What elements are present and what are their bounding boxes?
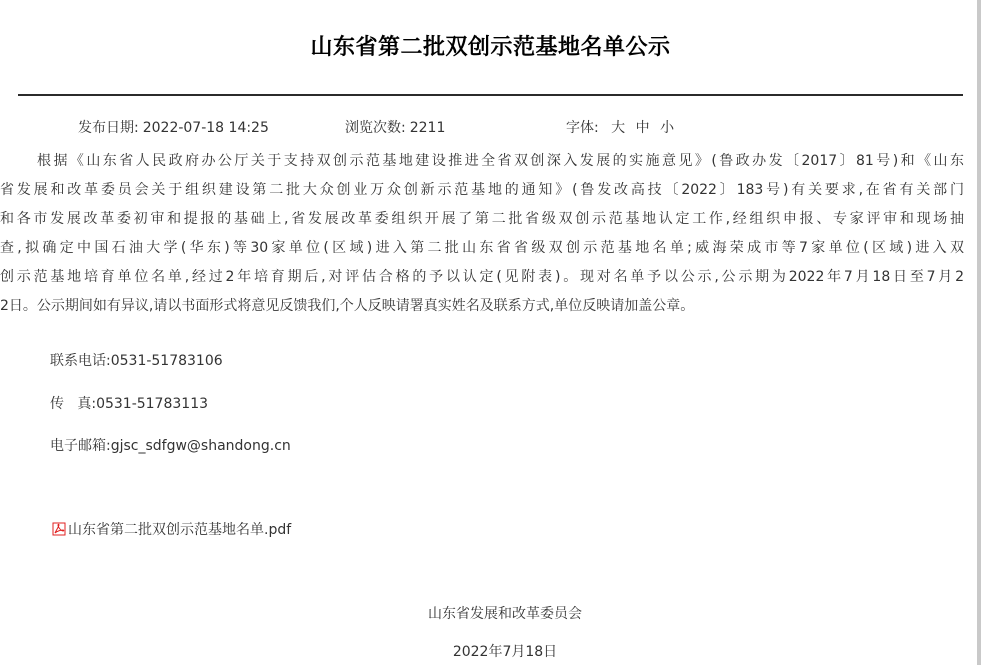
publish-date-info xyxy=(78,117,269,137)
signature-org: 山东省发展和改革委员会 xyxy=(428,606,582,622)
body-line: 根据《山东省人民政府办公厅关于支持双创示范基地建设推进全省双创深入发展的实施意见》(鲁政办发〔2017〕81号)和《山东 xyxy=(37,153,964,169)
font-size-large-link[interactable]: 大 xyxy=(611,120,626,136)
font-size-small-link[interactable]: 小 xyxy=(660,120,675,136)
pdf-icon xyxy=(52,522,66,536)
font-size-medium-link[interactable]: 中 xyxy=(635,120,650,136)
page-right-border xyxy=(977,0,981,665)
body-line: 查,拟确定中国石油大学(华东)等30家单位(区域)进入第二批山东省省级双创示范基地名单;威海荣成市等7家单位(区域)进入双 xyxy=(0,240,964,256)
view-count-label: 浏览次数: xyxy=(345,120,406,136)
font-size-label: 字体: xyxy=(566,120,599,136)
contact-fax: 传 真:0531-51783113 xyxy=(50,396,209,412)
view-count-info xyxy=(345,117,445,137)
body-line: 2日。公示期间如有异议,请以书面形式将意见反馈我们,个人反映请署真实姓名及联系方式,单位反映请加盖公章。 xyxy=(0,298,695,314)
title-divider xyxy=(18,94,963,96)
contact-phone: 联系电话:0531-51783106 xyxy=(50,353,223,369)
body-line: 创示范基地培育单位名单,经过2年培育期后,对评估合格的予以认定(见附表)。现对名单予以公示,公示期为2022年7月18日至7月2 xyxy=(0,269,964,285)
announcement-body xyxy=(0,147,964,321)
signature-date: 2022年7月18日 xyxy=(452,644,558,660)
contact-email: 电子邮箱:gjsc_sdfgw@shandong.cn xyxy=(50,438,291,454)
page-title: 山东省第二批双创示范基地名单公示 xyxy=(310,35,671,60)
publish-date-value: 2022-07-18 14:25 xyxy=(142,120,269,136)
publish-date-label: 发布日期: xyxy=(78,120,139,136)
body-line: 省发展和改革委员会关于组织建设第二批大众创业万众创新示范基地的通知》(鲁发改高技〔2022〕183号)有关要求,在省有关部门 xyxy=(0,182,964,198)
attachment-link[interactable] xyxy=(52,519,291,539)
view-count-value: 2211 xyxy=(409,120,446,136)
body-line: 和各市发展改革委初审和提报的基础上,省发展改革委组织开展了第二批省级双创示范基地认定工作,经组织申报、专家评审和现场抽 xyxy=(0,211,964,227)
font-size-switcher xyxy=(566,117,674,137)
attachment-filename: 山东省第二批双创示范基地名单.pdf xyxy=(68,522,292,538)
